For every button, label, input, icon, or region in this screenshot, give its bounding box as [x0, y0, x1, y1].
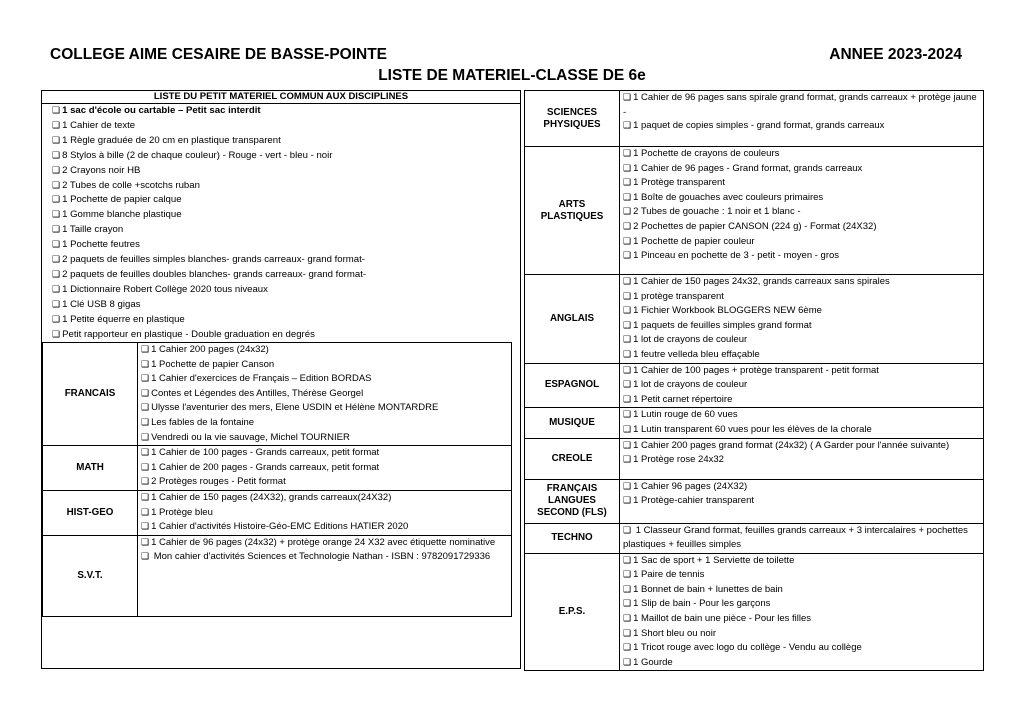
subject-items [620, 91, 984, 147]
subject-row [525, 408, 984, 438]
checkbox-icon: ❑ [141, 403, 150, 414]
list-item [42, 238, 520, 253]
list-item [623, 612, 980, 627]
list-item [42, 119, 520, 134]
item-text: 1 Cahier de 96 pages - Grand format, grands carreaux [633, 162, 863, 174]
list-item [623, 641, 980, 656]
checkbox-icon: ❑ [52, 284, 61, 295]
item-text: 1 Short bleu ou noir [633, 627, 716, 639]
item-text: 1 Fichier Workbook BLOGGERS NEW 6ème [633, 305, 822, 317]
checkbox-icon: ❑ [52, 329, 61, 340]
item-text: 1 Cahier 200 pages (24x32) [151, 344, 269, 355]
subject-name: HIST-GEO [43, 490, 138, 535]
subject-name: ANGLAIS [525, 275, 620, 364]
list-item [623, 220, 980, 235]
list-item [141, 401, 508, 416]
list-item [623, 119, 980, 134]
list-item [141, 520, 508, 535]
subject-row [525, 553, 984, 671]
checkbox-icon: ❑ [141, 462, 150, 473]
checkbox-icon: ❑ [141, 507, 150, 518]
checkbox-icon: ❑ [141, 432, 150, 443]
list-item [141, 446, 508, 461]
item-text: 1 protège transparent [633, 290, 724, 302]
checkbox-icon: ❑ [623, 613, 632, 624]
item-text: 1 Tricot rouge avec logo du collège - Vendu au collège [633, 642, 862, 654]
checkbox-icon: ❑ [623, 349, 632, 360]
list-item [42, 134, 520, 149]
list-item [42, 149, 520, 164]
list-item [623, 453, 980, 468]
list-item [623, 304, 980, 319]
item-text: 1 Slip de bain - Pour les garçons [633, 598, 771, 610]
item-text: 2 Protèges rouges - Petit format [151, 476, 286, 488]
list-item [141, 416, 508, 431]
item-text: 2 Pochettes de papier CANSON (224 g) - Format (24X32) [633, 220, 877, 232]
item-text: 1 Protège-cahier transparent [633, 495, 755, 507]
item-text: Petit rapporteur en plastique - Double graduation en degrés [62, 328, 315, 340]
list-item [141, 506, 508, 521]
checkbox-icon: ❑ [52, 225, 61, 236]
checkbox-icon: ❑ [623, 320, 632, 331]
list-item [623, 408, 980, 423]
checkbox-icon: ❑ [623, 149, 632, 159]
item-text: 2 Tubes de gouache : 1 noir et 1 blanc - [633, 206, 801, 218]
subject-row [43, 446, 512, 491]
list-item [623, 235, 980, 250]
list-item [623, 439, 980, 454]
checkbox-icon: ❑ [141, 448, 150, 459]
item-text: 1 Pochette de papier calque [62, 194, 182, 206]
school-name: COLLEGE AIME CESAIRE DE BASSE-POINTE [50, 46, 388, 63]
subject-row [43, 343, 512, 446]
list-item [623, 191, 980, 206]
item-text: 1 sac d'école ou cartable – Petit sac interdit [62, 105, 261, 116]
item-text: 1 paquet de copies simples - grand format, grands carreaux [633, 120, 885, 132]
list-item [623, 554, 980, 569]
checkbox-icon: ❑ [141, 345, 150, 355]
item-text: 1 Gomme blanche plastique [62, 209, 182, 221]
list-item [42, 283, 520, 298]
list-item [623, 423, 980, 438]
item-text: 1 Petit carnet répertoire [633, 393, 733, 405]
list-item [141, 536, 508, 551]
checkbox-icon: ❑ [52, 135, 61, 146]
subject-name: ESPAGNOL [525, 363, 620, 408]
list-item [623, 162, 980, 177]
list-item [623, 319, 980, 334]
subject-name: TECHNO [525, 523, 620, 553]
subject-items [620, 147, 984, 275]
checkbox-icon: ❑ [623, 335, 632, 346]
subject-name: FRANÇAIS LANGUES SECOND (FLS) [525, 479, 620, 523]
item-text: 1 Cahier de 100 pages - Grands carreaux, petit format [151, 447, 380, 459]
item-text: 1 Cahier 200 pages grand format (24x32) ( A Garder pour l'année suivante) [633, 439, 950, 451]
item-text: 2 Crayons noir HB [62, 164, 141, 176]
checkbox-icon: ❑ [141, 552, 150, 563]
subject-items [620, 275, 984, 364]
item-text: 1 lot de crayons de couleur [633, 334, 748, 346]
item-text: 1 Protège rose 24x32 [633, 454, 724, 466]
checkbox-icon: ❑ [52, 240, 61, 251]
list-item [141, 387, 508, 402]
subject-row [525, 147, 984, 275]
item-text: 1 Cahier de 150 pages 24x32, grands carreaux sans spirales [633, 276, 890, 287]
subject-name: MATH [43, 446, 138, 491]
checkbox-icon: ❑ [52, 195, 61, 206]
checkbox-icon: ❑ [623, 555, 632, 566]
checkbox-icon: ❑ [623, 121, 632, 132]
subject-name: S.V.T. [43, 535, 138, 616]
checkbox-icon: ❑ [623, 93, 632, 103]
checkbox-icon: ❑ [623, 496, 632, 507]
item-text: 1 lot de crayons de couleur [633, 379, 748, 391]
checkbox-icon: ❑ [623, 291, 632, 302]
list-item [623, 627, 980, 642]
list-item [623, 176, 980, 191]
item-text: 1 Cahier de texte [62, 119, 136, 131]
subject-items [620, 438, 984, 479]
subject-row [525, 438, 984, 479]
list-item [623, 656, 980, 671]
checkbox-icon: ❑ [623, 192, 632, 203]
list-item [623, 568, 980, 583]
list-item [623, 275, 980, 290]
right-panel [524, 90, 983, 667]
checkbox-icon: ❑ [52, 314, 61, 325]
item-text: 1 Protège bleu [151, 506, 213, 518]
item-text: 1 Lutin transparent 60 vues pour les élèves de la chorale [633, 423, 872, 435]
item-text: 1 Classeur Grand format, feuilles grands carreaux + 3 intercalaires + pochettes plastiques + feuilles simples [623, 524, 968, 551]
checkbox-icon: ❑ [623, 481, 632, 492]
item-text: 1 Cahier de 200 pages - Grands carreaux, petit format [151, 461, 380, 473]
list-item [623, 348, 980, 363]
checkbox-icon: ❑ [141, 492, 150, 503]
checkbox-icon: ❑ [52, 269, 61, 280]
item-text: 1 Paire de tennis [633, 569, 705, 581]
list-item [623, 393, 980, 408]
subject-items [138, 535, 512, 616]
checkbox-icon: ❑ [623, 410, 632, 421]
item-text: 1 paquets de feuilles simples grand format [633, 319, 812, 331]
list-item [141, 475, 508, 490]
subject-name: CREOLE [525, 438, 620, 479]
item-text: 2 Tubes de colle +scotchs ruban [62, 179, 200, 191]
item-text: 2 paquets de feuilles simples blanches- grands carreaux- grand format- [62, 254, 365, 266]
checkbox-icon: ❑ [141, 537, 150, 548]
subject-items [620, 479, 984, 523]
subject-items [138, 490, 512, 535]
subject-items [620, 363, 984, 408]
checkbox-icon: ❑ [623, 455, 632, 466]
subject-row [525, 91, 984, 147]
list-item [623, 333, 980, 348]
list-item [141, 461, 508, 476]
subject-name: SCIENCES PHYSIQUES [525, 91, 620, 147]
list-item [623, 91, 980, 119]
list-item [623, 494, 980, 509]
checkbox-icon: ❑ [52, 180, 61, 191]
checkbox-icon: ❑ [623, 628, 632, 639]
checkbox-icon: ❑ [141, 359, 150, 370]
item-text: 1 Boîte de gouaches avec couleurs primaires [633, 191, 824, 203]
list-item [623, 249, 980, 264]
checkbox-icon: ❑ [52, 120, 61, 131]
list-item [623, 583, 980, 598]
item-text: 1 Cahier de 96 pages sans spirale grand format, grands carreaux + protège jaune - [623, 92, 977, 118]
checkbox-icon: ❑ [623, 178, 632, 189]
checkbox-icon: ❑ [623, 657, 632, 668]
list-item [623, 147, 980, 162]
checkbox-icon: ❑ [623, 277, 632, 287]
list-item [623, 364, 980, 379]
subject-items [138, 343, 512, 446]
item-text: 1 Sac de sport + 1 Serviette de toilette [633, 554, 795, 566]
item-text: 1 Pochette de papier Canson [151, 358, 275, 370]
item-text: 1 Cahier d'exercices de Français – Edition BORDAS [151, 373, 372, 385]
item-text: Vendredi ou la vie sauvage, Michel TOURNIER [151, 431, 350, 443]
item-text: 1 Pinceau en pochette de 3 - petit - moyen - gros [633, 250, 840, 262]
item-text: 1 Pochette de papier couleur [633, 235, 755, 247]
checkbox-icon: ❑ [623, 163, 632, 174]
checkbox-icon: ❑ [52, 255, 61, 266]
subject-items [620, 553, 984, 671]
item-text: 1 Règle graduée de 20 cm en plastique transparent [62, 134, 281, 146]
item-text: 1 Cahier 96 pages (24X32) [633, 480, 748, 492]
subject-items [138, 446, 512, 491]
checkbox-icon: ❑ [623, 380, 632, 391]
item-text: 1 Cahier d'activités Histoire-Géo-EMC Editions HATIER 2020 [151, 521, 409, 533]
list-item [141, 358, 508, 373]
checkbox-icon: ❑ [141, 477, 150, 488]
common-list-title: LISTE DU PETIT MATERIEL COMMUN AUX DISCIPLINES [42, 91, 520, 104]
checkbox-icon: ❑ [623, 570, 632, 581]
subject-row [43, 535, 512, 616]
subject-row [525, 363, 984, 408]
checkbox-icon: ❑ [52, 106, 61, 116]
subject-name: MUSIQUE [525, 408, 620, 438]
item-text: 1 feutre velleda bleu effaçable [633, 348, 760, 360]
checkbox-icon: ❑ [623, 584, 632, 595]
checkbox-icon: ❑ [141, 388, 150, 399]
subject-row [525, 275, 984, 364]
checkbox-icon: ❑ [623, 643, 632, 654]
subject-name: E.P.S. [525, 553, 620, 671]
checkbox-icon: ❑ [623, 440, 632, 451]
subject-name: ARTS PLASTIQUES [525, 147, 620, 275]
subject-row [525, 523, 984, 553]
list-item [141, 343, 508, 358]
item-text: Contes et Légendes des Antilles, Thérèse Georgel [151, 387, 364, 399]
list-item [42, 208, 520, 223]
subject-name: FRANCAIS [43, 343, 138, 446]
item-text: 1 Maillot de bain une pièce - Pour les filles [633, 612, 812, 624]
left-subject-table [42, 342, 512, 617]
item-text: 1 Protège transparent [633, 177, 725, 189]
checkbox-icon: ❑ [623, 207, 632, 218]
checkbox-icon: ❑ [52, 165, 61, 176]
subject-row [43, 490, 512, 535]
item-text: Ulysse l'aventurier des mers, Elene USDIN et Hélène MONTARDRE [151, 402, 439, 414]
checkbox-icon: ❑ [623, 306, 632, 317]
checkbox-icon: ❑ [623, 221, 632, 232]
item-text: 1 Bonnet de bain + lunettes de bain [633, 583, 783, 595]
checkbox-icon: ❑ [52, 210, 61, 221]
checkbox-icon: ❑ [623, 365, 632, 376]
subject-items [620, 523, 984, 553]
item-text: 1 Lutin rouge de 60 vues [633, 409, 738, 421]
item-text: 1 Petite équerre en plastique [62, 313, 185, 325]
list-item [141, 431, 508, 446]
school-year: ANNEE 2023-2024 [829, 46, 962, 63]
item-text: 1 Gourde [633, 656, 673, 668]
common-list [42, 104, 520, 343]
list-item [42, 253, 520, 268]
list-item [42, 164, 520, 179]
list-item [141, 372, 508, 387]
list-item [42, 298, 520, 313]
item-text: 1 Dictionnaire Robert Collège 2020 tous niveaux [62, 283, 268, 295]
checkbox-icon: ❑ [52, 150, 61, 161]
list-item [42, 268, 520, 283]
list-item [623, 597, 980, 612]
checkbox-icon: ❑ [623, 236, 632, 247]
item-text: 1 Pochette feutres [62, 239, 140, 251]
checkbox-icon: ❑ [623, 525, 632, 536]
item-text: 1 Clé USB 8 gigas [62, 298, 141, 310]
list-item [141, 491, 508, 506]
list-item [623, 205, 980, 220]
list-item [623, 480, 980, 495]
item-text: 1 Cahier de 150 pages (24X32), grands carreaux(24X32) [151, 491, 392, 503]
list-item [42, 104, 520, 119]
item-text: 8 Stylos à bille (2 de chaque couleur) - Rouge - vert - bleu - noir [62, 149, 333, 161]
item-text: Les fables de la fontaine [151, 416, 255, 428]
list-item [623, 290, 980, 305]
item-text: 1 Taille crayon [62, 224, 124, 236]
page-title: LISTE DE MATERIEL-CLASSE DE 6e [378, 67, 646, 84]
checkbox-icon: ❑ [623, 394, 632, 405]
list-item [623, 524, 980, 552]
checkbox-icon: ❑ [141, 522, 150, 533]
subject-items [620, 408, 984, 438]
list-item [42, 313, 520, 328]
item-text: Mon cahier d'activités Sciences et Technologie Nathan - ISBN : 9782091729336 [151, 551, 491, 563]
checkbox-icon: ❑ [623, 424, 632, 435]
list-item [42, 328, 520, 343]
item-text: 1 Cahier de 100 pages + protège transparent - petit format [633, 364, 879, 376]
list-item [141, 550, 508, 565]
checkbox-icon: ❑ [623, 251, 632, 262]
checkbox-icon: ❑ [141, 374, 150, 385]
item-text: 1 Cahier de 96 pages (24x32) + protège orange 24 X32 avec étiquette nominative [151, 536, 496, 548]
checkbox-icon: ❑ [141, 417, 150, 428]
list-item [42, 179, 520, 194]
item-text: 1 Pochette de crayons de couleurs [633, 148, 780, 159]
checkbox-icon: ❑ [52, 299, 61, 310]
list-item [623, 378, 980, 393]
item-text: 2 paquets de feuilles doubles blanches- grands carreaux- grand format- [62, 268, 367, 280]
left-panel [41, 90, 521, 669]
list-item [42, 193, 520, 208]
checkbox-icon: ❑ [623, 599, 632, 610]
right-subject-table [524, 90, 984, 671]
list-item [42, 223, 520, 238]
subject-row [525, 479, 984, 523]
